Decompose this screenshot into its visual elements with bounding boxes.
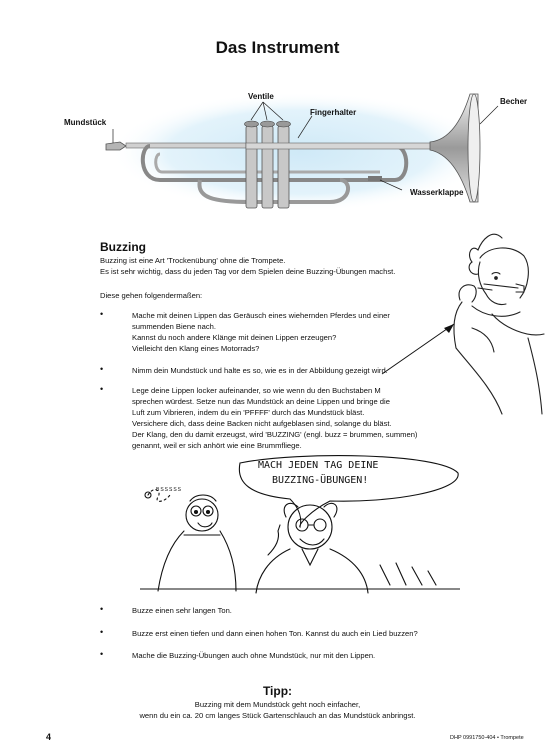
step-3-line-3: Luft zum Vibrieren, indem du ein 'PFFFF' durch das Mundstück bläst. [132,408,365,417]
step-3-line-4: Versichere dich, dass deine Backen nicht aufgeblasen sind, solange du bläst. [132,419,392,428]
bullet-symbol: • [100,649,104,659]
tipp-line-1: Buzzing mit dem Mundstück geht noch einfacher, [194,700,361,709]
step-3-line-5: Der Klang, den du damit erzeugst, wird 'BUZZING' (engl. buzz = brummen, summen) [132,430,418,439]
more-step-3: Mache die Buzzing-Übungen auch ohne Mundstück, nur mit den Lippen. [132,651,376,660]
label-wasserklappe: Wasserklappe [410,188,464,197]
label-becher: Becher [500,97,528,106]
step-3-line-6: genannt, weil er sich anhört wie eine Brummfliege. [132,441,302,450]
bullet-symbol: • [100,309,104,319]
step-1-line-1: Mache mit deinen Lippen das Geräusch eines wiehernden Pferdes und einer [132,311,390,320]
page-number: 4 [46,732,52,742]
label-mundstueck: Mundstück [64,118,107,127]
step-3-line-2: sprechen würdest. Setze nun das Mundstück an deine Lippen und bringe die [132,397,390,406]
step-3-line-1: Lege deine Lippen locker aufeinander, so wie wenn du den Buchstaben M [132,386,381,395]
intro-line-1: Buzzing ist eine Art 'Trockenübung' ohne die Trompete. [100,256,286,265]
page-title: Das Instrument [215,38,340,57]
cartoon-buzz-text: BSSSSS [156,487,183,493]
buzzing-heading: Buzzing [100,240,146,254]
more-step-1: Buzze einen sehr langen Ton. [132,606,232,615]
tipp-line-2: wenn du ein ca. 20 cm langes Stück Gartenschlauch an das Mundstück anbringst. [139,711,416,720]
cartoon-speech-line-2: BUZZING-ÜBUNGEN! [272,475,369,486]
more-step-2: Buzze erst einen tiefen und dann einen hohen Ton. Kannst du auch ein Lied buzzen? [132,629,418,638]
bullet-symbol: • [100,364,104,374]
footer-code: DHP 0991750-404 • Trompete [450,735,524,741]
step-1-line-2: summenden Biene nach. [132,322,217,331]
step-1-line-3: Kannst du noch andere Klänge mit deinen Lippen erzeugen? [132,333,337,342]
tipp-heading: Tipp: [262,684,293,698]
step-2-line-1: Nimm dein Mundstück und halte es so, wie es in der Abbildung gezeigt wird. [132,366,388,375]
label-fingerhalter: Fingerhalter [310,108,357,117]
bullet-symbol: • [100,384,104,394]
step-1-line-4: Vielleicht den Klang eines Motorrads? [132,344,260,353]
intro-line-2: Es ist sehr wichtig, dass du jeden Tag vor dem Spielen deine Buzzing-Übungen machst. [100,267,396,276]
label-ventile: Ventile [248,92,274,101]
pointer-arrow [380,320,460,380]
bullet-symbol: • [100,627,104,637]
bullet-symbol: • [100,604,104,614]
cartoon-speech-line-1: MACH JEDEN TAG DEINE [258,460,379,471]
lead-text: Diese gehen folgendermaßen: [100,291,203,300]
